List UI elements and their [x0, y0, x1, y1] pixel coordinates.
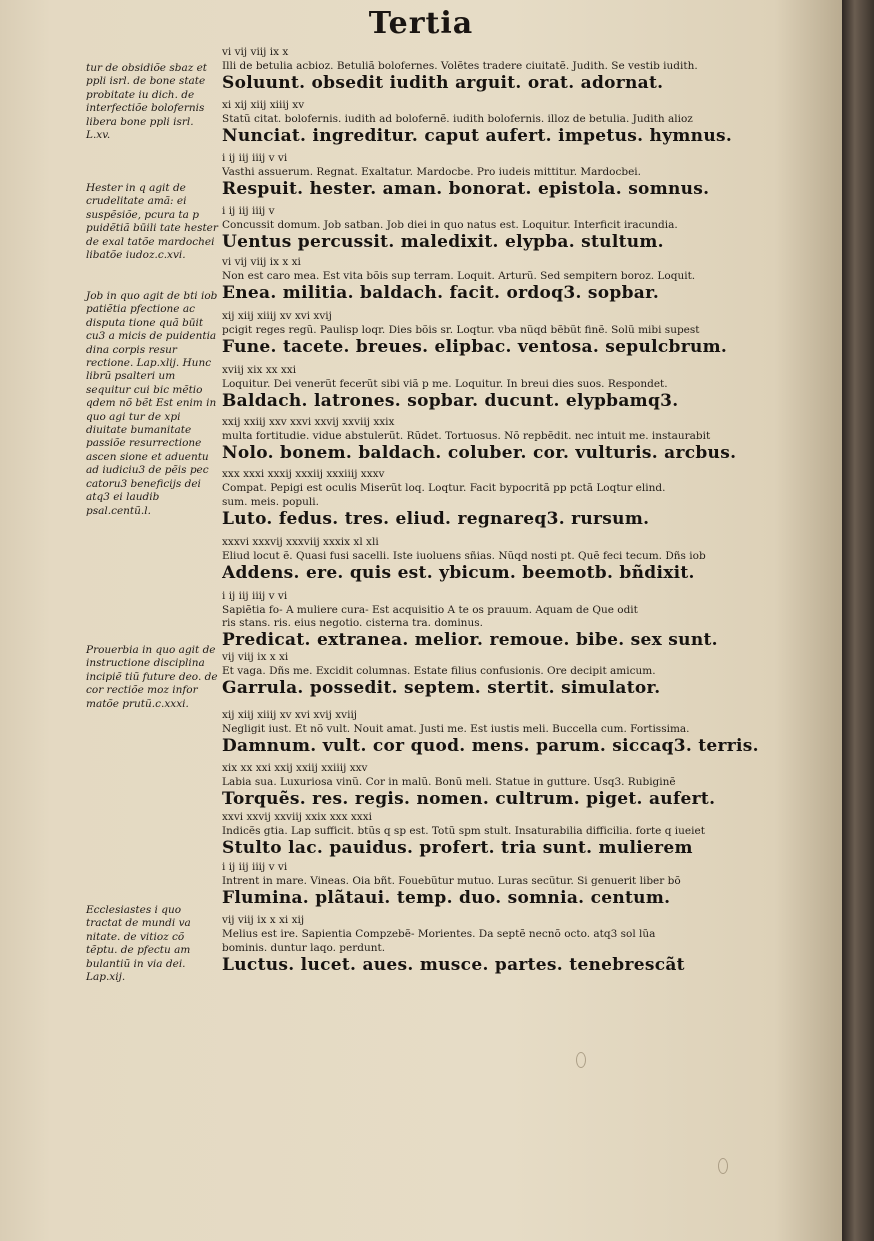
row-index-text: xi xij xiij xiiij xv	[222, 99, 305, 111]
row-index-text: Labia sua. Luxuriosa vinũ. Cor in malũ. Bonũ meli. Statue in gutture. Usq3. Rubiginẽ	[222, 776, 676, 788]
text-row	[222, 482, 810, 495]
row-index-text: i ij iij iiij v	[222, 205, 275, 217]
text-row	[222, 496, 810, 529]
text-row	[222, 875, 810, 908]
row-index-text: xix xx xxi xxij xxiij xxiiij xxv	[222, 762, 368, 774]
row-keywords: Nunciat. ingreditur. caput aufert. impetus. hymnus.	[222, 126, 733, 146]
row-index-text: Eliud locut ẽ. Quasi fusi sacelli. Iste iuoluens sñias. Nũqd nosti pt. Quẽ feci tecum. Dñs iob	[222, 550, 706, 562]
row-index-text: vij viij ix x xi	[222, 651, 289, 663]
text-row	[222, 364, 810, 377]
row-index-text: Intrent in mare. Vineas. Oia bñt. Fouebũtur mutuo. Luras secũtur. Si genuerit liber bõ	[222, 875, 681, 887]
row-index-text: Sapiẽtia fo- A muliere cura- Est acquisitio A te os prauum. Aquam de Que odit	[222, 604, 638, 616]
text-row	[222, 46, 810, 59]
text-row	[222, 416, 810, 429]
text-row	[222, 166, 810, 199]
row-index-text: xij xiij xiiij xv xvi xvij	[222, 310, 332, 322]
row-keywords: Torquẽs. res. regis. nomen. cultrum. piget. aufert.	[222, 789, 716, 809]
margin-note-proverbia: Prouerbia in quo agit de instructione disciplina incipiẽ tiũ future deo. de cor rectiõe moz infor matõe prutũ.c.xxxi.	[86, 644, 218, 710]
text-row	[222, 825, 810, 858]
row-keywords: Uentus percussit. maledixit. elypba. stultum.	[222, 232, 664, 252]
next-page-edge	[842, 0, 874, 1241]
text-row	[222, 310, 810, 323]
text-row	[222, 113, 810, 146]
text-row	[222, 550, 810, 583]
row-index-text: pcigit reges regũ. Paulisp loqr. Dies bõis sr. Loqtur. vba nũqd bẽbũt finẽ. Solũ mibi supest	[222, 324, 700, 336]
text-row	[222, 152, 810, 165]
row-index-text: xxxvi xxxvij xxxviij xxxix xl xli	[222, 536, 379, 548]
row-index-text: Compat. Pepigi est oculis Miserũt loq. Loqtur. Facit bypocritã pp pctã Loqtur elind.	[222, 482, 666, 494]
row-index-text: multa fortitudie. vidue abstulerũt. Rũdet. Tortuosus. Nõ repbẽdit. nec intuit me. instaurabit	[222, 430, 711, 442]
row-keywords: Damnum. vult. cor quod. mens. parum. siccaq3. terris.	[222, 736, 759, 756]
running-title: Tertia	[368, 6, 474, 41]
row-keywords: Respuit. hester. aman. bonorat. epistola. somnus.	[222, 179, 710, 199]
row-keywords: Addens. ere. quis est. ybicum. beemotb. bñdixit.	[222, 563, 695, 583]
text-row	[222, 270, 810, 303]
row-index-text: xxij xxiij xxv xxvi xxvij xxviij xxix	[222, 416, 395, 428]
row-index-text: Vasthi assuerum. Regnat. Exaltatur. Mardocbe. Pro iudeis mittitur. Mardocbei.	[222, 166, 642, 178]
text-row	[222, 665, 810, 698]
row-index-text: Illi de betulia acbioz. Betuliã bolofernes. Volẽtes tradere ciuitatẽ. Judith. Se vestib iudith.	[222, 60, 698, 72]
row-keywords: Predicat. extranea. melior. remoue. bibe. sex sunt.	[222, 630, 718, 650]
text-row	[222, 811, 810, 824]
text-row	[222, 60, 810, 93]
row-keywords: Soluunt. obsedit iudith arguit. orat. adornat.	[222, 73, 664, 93]
text-row	[222, 617, 810, 650]
text-row	[222, 776, 810, 809]
margin-note-job: Job in quo agit de bti iob patiẽtia pfectione ac disputa tione quã būit cu3 a micis de puidentia dina corpis resur rectione. Lap.xlij. Hunc librũ psalteri um sequitur cui bic mẽtio qdem nõ bẽt Est enim in quo agi tur de xpi diuitate bumanitate passiõe resurrectione ascen sione et aduentu ad iudiciu3 de pẽis pec catoru3 beneficijs dei atq3 ei laudib psal.centũ.l.	[86, 290, 218, 517]
text-row	[222, 219, 810, 252]
text-row	[222, 604, 810, 617]
row-index-text: Indicẽs gtia. Lap sufficit. btũs q sp est. Totũ spm stult. Insaturabilia difficilia. forte q iueiet	[222, 825, 705, 837]
row-index-text: i ij iij iiij v vi	[222, 152, 288, 164]
text-row	[222, 468, 810, 481]
text-row	[222, 723, 810, 756]
row-keywords: Garrula. possedit. septem. stertit. simulator.	[222, 678, 661, 698]
margin-note-ecclesiastes: Ecclesiastes i quo tractat de mundi va nitate. de vitioz cõ tẽptu. de pfectu am bulantiũ in via dei. Lap.xij.	[86, 904, 191, 984]
row-index-text: sum. meis. populi.	[222, 496, 319, 508]
row-index-text: xxx xxxi xxxij xxxiij xxxiiij xxxv	[222, 468, 385, 480]
row-index-text: bominis. duntur laqo. perdunt.	[222, 942, 386, 954]
wormhole-mark	[718, 1158, 728, 1174]
margin-note-hester: Hester in q agit de crudelitate amã: ei suspẽsiõe, pcura ta p puidẽtiã būili tate hester de exal tatõe mardochei libatõe iudoz.c.xvi.	[86, 182, 218, 262]
text-row	[222, 430, 810, 463]
row-keywords: Stulto lac. pauidus. profert. tria sunt. mulierem	[222, 838, 693, 858]
text-row	[222, 861, 810, 874]
row-index-text: vij viij ix x xi xij	[222, 914, 305, 926]
row-keywords: Fune. tacete. breues. elipbac. ventosa. sepulcbrum.	[222, 337, 728, 357]
text-row	[222, 536, 810, 549]
row-index-text: xxvi xxvij xxviij xxix xxx xxxi	[222, 811, 372, 823]
row-index-text: ris stans. ris. eius negotio. cisterna tra. dominus.	[222, 617, 483, 629]
row-index-text: Statũ citat. bolofernis. iudith ad bolofernẽ. iudith bolofernis. illoz de betulia. Judith alioz	[222, 113, 693, 125]
row-keywords: Nolo. bonem. baldach. coluber. cor. vulturis. arcbus.	[222, 443, 737, 463]
text-row	[222, 928, 810, 941]
row-keywords: Baldach. latrones. sopbar. ducunt. elypbamq3.	[222, 391, 679, 411]
text-row	[222, 709, 810, 722]
row-index-text: xviij xix xx xxi	[222, 364, 297, 376]
text-row	[222, 762, 810, 775]
text-row	[222, 256, 810, 269]
text-row	[222, 99, 810, 112]
row-index-text: vi vij viij ix x	[222, 46, 289, 58]
wormhole-mark	[576, 1052, 586, 1068]
row-keywords: Luctus. lucet. aues. musce. partes. tenebrescãt	[222, 955, 685, 975]
row-keywords: Enea. militia. baldach. facit. ordoq3. sopbar.	[222, 283, 660, 303]
row-index-text: Melius est ire. Sapientia Compzebẽ- Morientes. Da septẽ necnõ octo. atq3 sol lũa	[222, 928, 656, 940]
text-row	[222, 324, 810, 357]
row-keywords: Luto. fedus. tres. eliud. regnareq3. rursum.	[222, 509, 650, 529]
text-row	[222, 590, 810, 603]
row-index-text: xij xiij xiiij xv xvi xvij xviij	[222, 709, 358, 721]
row-index-text: i ij iij iiij v vi	[222, 590, 288, 602]
row-index-text: Negligit iust. Et nõ vult. Nouit amat. Justi me. Est iustis meli. Buccella cum. Fortissima.	[222, 723, 690, 735]
text-row	[222, 942, 810, 975]
row-index-text: i ij iij iiij v vi	[222, 861, 288, 873]
row-index-text: Concussit domum. Job satban. Job diei in quo natus est. Loquitur. Interficit iracundia.	[222, 219, 678, 231]
row-index-text: Et vaga. Dñs me. Excidit columnas. Estate filius confusionis. Ore decipit amicum.	[222, 665, 656, 677]
row-index-text: Loquitur. Dei venerũt fecerũt sibi viã p me. Loquitur. In breui dies suos. Respondet.	[222, 378, 668, 390]
text-row	[222, 378, 810, 411]
row-index-text: vi vij viij ix x xi	[222, 256, 301, 268]
row-keywords: Flumina. plãtaui. temp. duo. somnia. centum.	[222, 888, 671, 908]
text-row	[222, 205, 810, 218]
text-row	[222, 914, 810, 927]
text-row	[222, 651, 810, 664]
margin-note-judith: tur de obsidiõe sbaz et ppli isrl. de bone state probitate iu dich. de interfectiõe bolofernis libera bone ppli isrl. L.xv.	[86, 62, 208, 142]
row-index-text: Non est caro mea. Est vita bõis sup terram. Loquit. Arturũ. Sed sempitern boroz. Loquit.	[222, 270, 696, 282]
